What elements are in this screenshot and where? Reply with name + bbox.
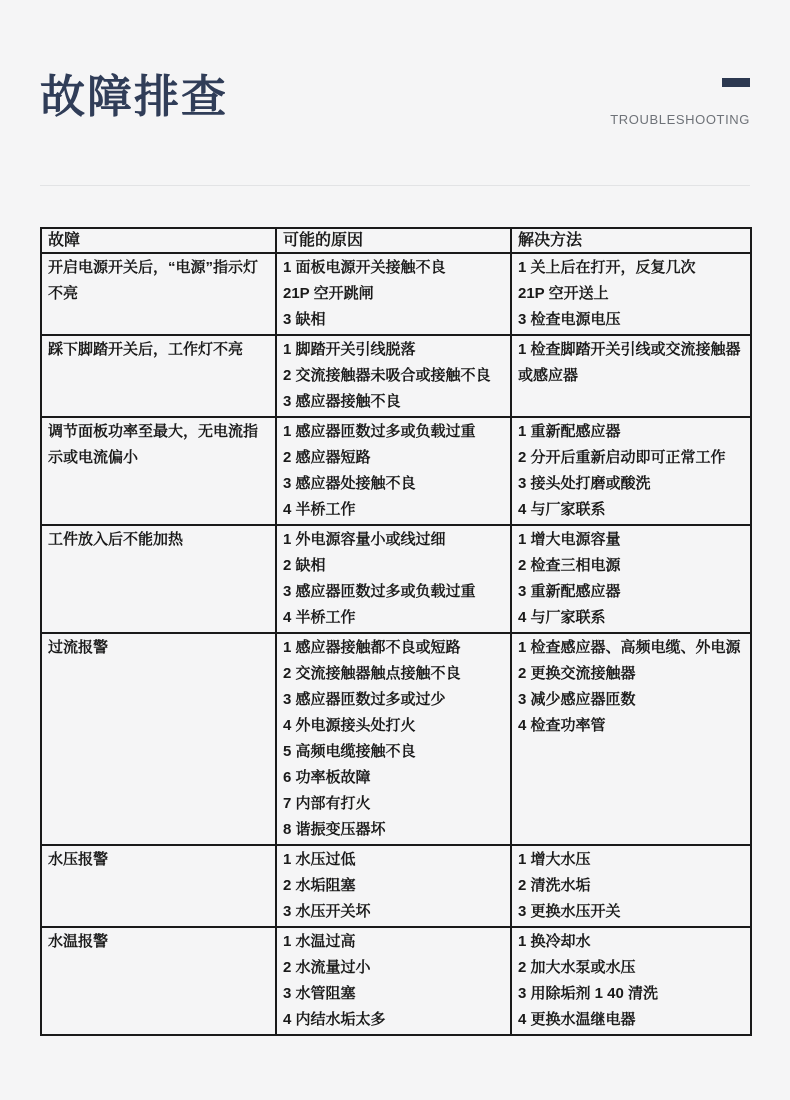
table-row xyxy=(41,845,751,927)
fault-cell xyxy=(41,253,276,335)
table-body xyxy=(41,253,751,1035)
fault-cell-line: 调节面板功率至最大，无电流指示或电流偏小 xyxy=(48,423,259,466)
fault-cell xyxy=(41,525,276,633)
fault-cell xyxy=(41,633,276,845)
causes-cell-line: 1 感应器匝数过多或负载过重 xyxy=(283,423,476,440)
causes-cell-line: 4 半桥工作 xyxy=(283,501,356,518)
header-fault: 故障 xyxy=(41,228,276,253)
causes-cell-line: 1 外电源容量小或线过细 xyxy=(283,531,446,548)
causes-cell-line: 8 谐振变压器坏 xyxy=(283,821,386,838)
page-subtitle: TROUBLESHOOTING xyxy=(610,112,750,127)
solutions-cell-line: 2 加大水泵或水压 xyxy=(518,959,636,976)
page-title: 故障排查 xyxy=(40,71,229,122)
solutions-cell-line: 3 检查电源电压 xyxy=(518,311,621,328)
solutions-cell-line: 2 清洗水垢 xyxy=(518,877,591,894)
table-row xyxy=(41,927,751,1035)
solutions-cell-line: 1 检查脚踏开关引线或交流接触器或感应器 xyxy=(518,341,741,384)
causes-cell-line: 2 水流量过小 xyxy=(283,959,371,976)
causes-cell xyxy=(276,253,511,335)
causes-cell-line: 4 外电源接头处打火 xyxy=(283,717,416,734)
fault-cell xyxy=(41,417,276,525)
causes-cell-line: 3 缺相 xyxy=(283,311,326,328)
solutions-cell-line: 3 更换水压开关 xyxy=(518,903,621,920)
solutions-cell-line: 4 更换水温继电器 xyxy=(518,1011,636,1028)
solutions-cell-line: 4 与厂家联系 xyxy=(518,609,606,626)
header-causes: 可能的原因 xyxy=(276,228,511,253)
solutions-cell-line: 1 检查感应器、高频电缆、外电源 xyxy=(518,639,741,656)
solutions-cell xyxy=(511,525,751,633)
solutions-cell-line: 3 减少感应器匝数 xyxy=(518,691,636,708)
dash-icon xyxy=(722,78,750,87)
table-header-row xyxy=(41,228,751,253)
causes-cell-line: 2 感应器短路 xyxy=(283,449,371,466)
fault-cell-line: 过流报警 xyxy=(48,639,109,656)
solutions-cell xyxy=(511,927,751,1035)
header-solutions: 解决方法 xyxy=(511,228,751,253)
causes-cell xyxy=(276,525,511,633)
causes-cell-line: 7 内部有打火 xyxy=(283,795,371,812)
fault-cell-line: 踩下脚踏开关后，工作灯不亮 xyxy=(48,341,244,358)
causes-cell-line: 1 面板电源开关接触不良 xyxy=(283,259,446,276)
fault-cell xyxy=(41,335,276,417)
page-header xyxy=(40,66,750,136)
table-row xyxy=(41,525,751,633)
troubleshooting-table xyxy=(40,227,752,1036)
solutions-cell-line: 4 检查功率管 xyxy=(518,717,606,734)
solutions-cell xyxy=(511,417,751,525)
solutions-cell xyxy=(511,633,751,845)
fault-cell-line: 开启电源开关后，“电源”指示灯不亮 xyxy=(48,259,259,302)
causes-cell-line: 3 感应器匝数过多或负载过重 xyxy=(283,583,476,600)
causes-cell-line: 3 水压开关坏 xyxy=(283,903,371,920)
fault-cell xyxy=(41,927,276,1035)
solutions-cell xyxy=(511,335,751,417)
causes-cell xyxy=(276,927,511,1035)
causes-cell xyxy=(276,417,511,525)
causes-cell-line: 1 脚踏开关引线脱落 xyxy=(283,341,416,358)
causes-cell-line: 1 水温过高 xyxy=(283,933,356,950)
causes-cell-line: 2 交流接触器未吸合或接触不良 xyxy=(283,367,491,384)
solutions-cell-line: 1 关上后在打开，反复几次 xyxy=(518,259,696,276)
solutions-cell-line: 1 换冷却水 xyxy=(518,933,591,950)
causes-cell-line: 3 感应器接触不良 xyxy=(283,393,401,410)
causes-cell xyxy=(276,633,511,845)
table-row xyxy=(41,417,751,525)
header-right-block xyxy=(610,78,750,127)
causes-cell-line: 4 内结水垢太多 xyxy=(283,1011,386,1028)
table-row xyxy=(41,253,751,335)
table-row xyxy=(41,335,751,417)
causes-cell-line: 4 半桥工作 xyxy=(283,609,356,626)
causes-cell-line: 3 感应器处接触不良 xyxy=(283,475,416,492)
causes-cell-line: 21P 空开跳闸 xyxy=(283,285,374,302)
causes-cell-line: 6 功率板故障 xyxy=(283,769,371,786)
solutions-cell-line: 3 用除垢剂 1 40 清洗 xyxy=(518,985,659,1002)
causes-cell xyxy=(276,845,511,927)
fault-cell xyxy=(41,845,276,927)
causes-cell-line: 1 感应器接触都不良或短路 xyxy=(283,639,461,656)
solutions-cell-line: 1 增大电源容量 xyxy=(518,531,621,548)
solutions-cell-line: 2 检查三相电源 xyxy=(518,557,621,574)
causes-cell xyxy=(276,335,511,417)
causes-cell-line: 1 水压过低 xyxy=(283,851,356,868)
solutions-cell xyxy=(511,845,751,927)
solutions-cell-line: 2 更换交流接触器 xyxy=(518,665,636,682)
solutions-cell xyxy=(511,253,751,335)
causes-cell-line: 3 感应器匝数过多或过少 xyxy=(283,691,446,708)
causes-cell-line: 5 高频电缆接触不良 xyxy=(283,743,416,760)
solutions-cell-line: 21P 空开送上 xyxy=(518,285,609,302)
causes-cell-line: 2 水垢阻塞 xyxy=(283,877,356,894)
fault-cell-line: 水温报警 xyxy=(48,933,109,950)
solutions-cell-line: 3 接头处打磨或酸洗 xyxy=(518,475,651,492)
solutions-cell-line: 3 重新配感应器 xyxy=(518,583,621,600)
solutions-cell-line: 2 分开后重新启动即可正常工作 xyxy=(518,449,726,466)
header-divider xyxy=(40,185,750,186)
solutions-cell-line: 1 重新配感应器 xyxy=(518,423,621,440)
causes-cell-line: 2 缺相 xyxy=(283,557,326,574)
fault-cell-line: 工件放入后不能加热 xyxy=(48,531,184,548)
fault-cell-line: 水压报警 xyxy=(48,851,109,868)
table-row xyxy=(41,633,751,845)
causes-cell-line: 2 交流接触器触点接触不良 xyxy=(283,665,461,682)
solutions-cell-line: 1 增大水压 xyxy=(518,851,591,868)
causes-cell-line: 3 水管阻塞 xyxy=(283,985,356,1002)
solutions-cell-line: 4 与厂家联系 xyxy=(518,501,606,518)
